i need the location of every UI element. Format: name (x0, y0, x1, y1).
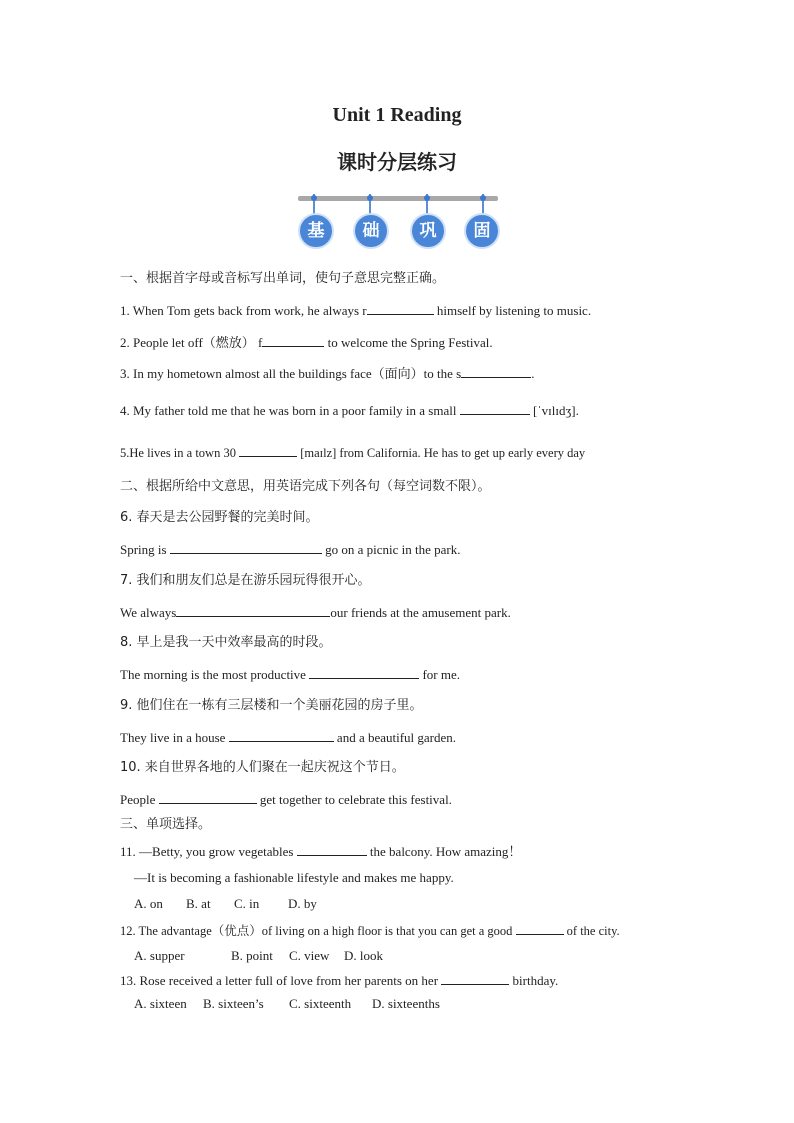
q12-option-b[interactable]: B. point (231, 948, 273, 963)
section1-heading: 一、根据首字母或音标写出单词，使句子意思完整正确。 (120, 271, 446, 286)
q1-text-a: 1. When Tom gets back from work, he always r (120, 303, 367, 318)
question-10 (120, 791, 452, 808)
question-12 (120, 922, 620, 939)
q13-text-b: birthday. (509, 973, 559, 988)
q12-text-a: 12. The advantage（优点）of living on a high floor is that you can get a good (120, 924, 516, 938)
q12-text-b: of the city. (563, 924, 620, 938)
q1-text-b: himself by listening to music. (433, 303, 592, 318)
q13-option-c[interactable]: C. sixteenth (289, 996, 352, 1011)
q11-text-a: 11. —Betty, you grow vegetables (120, 844, 297, 859)
q9-text-a: They live in a house (120, 730, 229, 745)
q12-option-a[interactable]: A. supper (134, 948, 185, 963)
q9-chinese: 9. 他们住在一栋有三层楼和一个美丽花园的房子里。 (120, 698, 423, 713)
q10-text-b: get together to celebrate this festival. (256, 792, 452, 807)
q2-text-a: 2. People let off（燃放） f (120, 335, 263, 350)
section-badge-group (298, 192, 498, 252)
question-7 (120, 604, 511, 621)
q2-blank[interactable] (262, 334, 324, 347)
q8-blank[interactable] (309, 666, 419, 679)
badge-gong: 巩 (410, 213, 446, 249)
q13-option-b[interactable]: B. sixteen’s (203, 996, 264, 1011)
question-5 (120, 444, 585, 461)
page-title: Unit 1 Reading (332, 104, 462, 126)
question-2 (120, 334, 493, 351)
section2-heading: 二、根据所给中文意思，用英语完成下列各句（每空词数不限）。 (120, 479, 491, 494)
q4-text-b: [ˈvɪlɪdʒ]. (529, 403, 579, 418)
q6-blank[interactable] (170, 541, 322, 554)
q7-blank[interactable] (176, 604, 330, 617)
section3-heading: 三、单项选择。 (120, 817, 212, 832)
question-9 (120, 729, 456, 746)
badge-gu: 固 (464, 213, 500, 249)
q7-text-a: We always (120, 605, 177, 620)
q11-option-b[interactable]: B. at (186, 896, 211, 911)
q6-text-a: Spring is (120, 542, 170, 557)
q13-blank[interactable] (441, 972, 509, 985)
q12-blank[interactable] (516, 922, 564, 935)
question-11 (120, 843, 521, 860)
q10-blank[interactable] (159, 791, 257, 804)
q11-option-c[interactable]: C. in (234, 896, 260, 911)
page-subtitle: 课时分层练习 (337, 150, 457, 174)
q11-option-d[interactable]: D. by (288, 896, 317, 911)
q8-chinese: 8. 早上是我一天中效率最高的时段。 (120, 635, 332, 650)
q5-text-b: [maɪlz] from California. He has to get up early every day (297, 446, 586, 460)
q7-chinese: 7. 我们和朋友们总是在游乐园玩得很开心。 (120, 573, 371, 588)
q9-text-b: and a beautiful garden. (333, 730, 457, 745)
q3-text-b: . (531, 366, 535, 381)
q13-option-d[interactable]: D. sixteenths (372, 996, 440, 1011)
badge-dot (424, 195, 430, 201)
question-3 (120, 365, 534, 382)
badge-dot (367, 195, 373, 201)
q8-text-b: for me. (419, 667, 460, 682)
question-13 (120, 972, 558, 989)
q13-option-a[interactable]: A. sixteen (134, 996, 187, 1011)
question-8 (120, 666, 460, 683)
q4-blank[interactable] (460, 402, 530, 415)
badge-bar (298, 196, 498, 201)
q9-blank[interactable] (229, 729, 334, 742)
question-4 (120, 402, 579, 419)
badge-ji: 基 (298, 213, 334, 249)
q12-option-c[interactable]: C. view (289, 948, 330, 963)
q11-option-a[interactable]: A. on (134, 896, 163, 911)
q10-chinese: 10. 来自世界各地的人们聚在一起庆祝这个节日。 (120, 760, 405, 775)
q3-text-a: 3. In my hometown almost all the buildings face（面向）to the s (120, 366, 462, 381)
q11-blank[interactable] (297, 843, 367, 856)
q7-text-b: our friends at the amusement park. (330, 605, 511, 620)
q6-chinese: 6. 春天是去公园野餐的完美时间。 (120, 510, 319, 525)
q1-blank[interactable] (367, 302, 434, 315)
q11-text-b: the balcony. How amazing！ (366, 844, 522, 859)
question-1 (120, 302, 591, 319)
badge-dot (311, 195, 317, 201)
badge-dot (480, 195, 486, 201)
q13-text-a: 13. Rose received a letter full of love from her parents on her (120, 973, 442, 988)
q8-text-a: The morning is the most productive (120, 667, 310, 682)
q5-text-a: 5.He lives in a town 30 (120, 446, 240, 460)
q6-text-b: go on a picnic in the park. (321, 542, 461, 557)
q10-text-a: People (120, 792, 159, 807)
q5-blank[interactable] (239, 444, 297, 457)
q11-reply: —It is becoming a fashionable lifestyle and makes me happy. (134, 870, 454, 885)
q3-blank[interactable] (461, 365, 531, 378)
q4-text-a: 4. My father told me that he was born in a poor family in a small (120, 403, 460, 418)
q2-text-b: to welcome the Spring Festival. (324, 335, 493, 350)
badge-chu: 础 (353, 213, 389, 249)
question-6 (120, 541, 460, 558)
q12-option-d[interactable]: D. look (344, 948, 383, 963)
